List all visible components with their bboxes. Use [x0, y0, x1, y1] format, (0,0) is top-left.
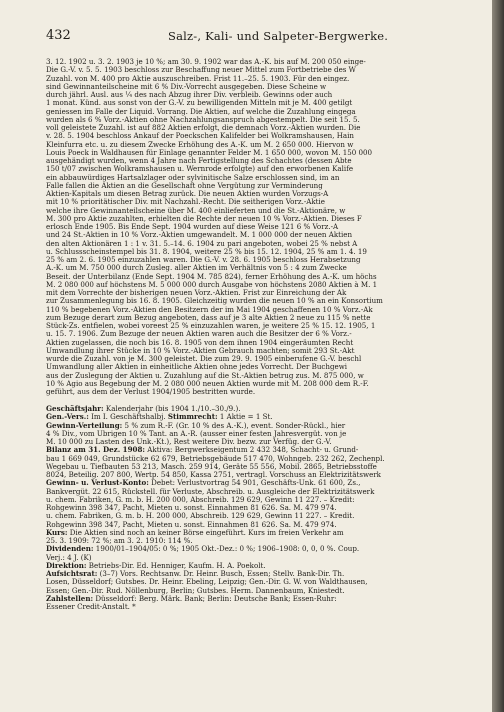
entry-label: Stimmrecht:	[167, 413, 218, 422]
text-line: Zuzahl. von M. 400 pro Aktie auszuschreiben. Frist 11.–25. 5. 1903. Für den eingez.	[46, 74, 350, 83]
entry-label: Dividenden:	[46, 545, 94, 554]
text-line: wurde die Zuzahl. von je M. 300 geleistet. Die zum 29. 9. 1905 einberufene G.-V. beschl	[46, 355, 362, 363]
entry-line	[46, 455, 484, 463]
text-line: Umwandlung aller Aktien in einheitliche Aktien ohne jedes Vorrecht. Der Buchgewi	[46, 363, 348, 372]
text-line: welche ihre Gewinnanteilscheine über M. 400 einlieferten und die St.-Aktionäre, w	[46, 206, 346, 215]
entry-text: Essen; Gen.-Dir. Rud. Nöllenburg, Berlin; Gutsbes. Herm. Dannenbaum, Kniestedt.	[46, 586, 345, 595]
entry-text: Betriebs-Dir. Ed. Henniger, Kaufm. H. A. Poekolt.	[86, 561, 266, 570]
entry-text: Essener Credit-Anstalt. *	[46, 603, 136, 611]
entry-line	[46, 587, 484, 595]
text-line: 10 % Agio aus Begebung der M. 2 080 000 neuen Aktien wurde mit M. 208 000 dem R.-F.	[46, 379, 369, 388]
entry-text: u. chem. Fabriken, G. m. b. H. 200 000, Abschreib. 129 629, Gewinn 11 227. – Kredit:	[46, 495, 355, 504]
text-line: aus der Zuslegung der Aktien u. Zuzahlung auf die St.-Aktien betrug zus. M. 875 000, w	[46, 371, 364, 380]
text-line: Stück-Zs. entfielen, wobei voreest 25 % einzuzahlen waren, je weitere 25 % 15. 12. 1905, 1	[46, 322, 376, 330]
body-text	[46, 58, 484, 396]
entry-text: 8024, Beteilig. 207 800, Wertp. 54 850, Kassa 2751, vertragl. Vorschuss an Elektrizitätswerk	[46, 471, 381, 479]
entry-line	[46, 446, 484, 454]
entry-line	[46, 504, 484, 512]
entry-text: 25. 3. 1909: 72 %; am 3. 2. 1910: 114 %.	[46, 537, 193, 545]
entry-line	[46, 521, 484, 529]
text-line: den alten Aktionären 1 : 1 v. 31. 5.–14. 6. 1904 zu pari angeboten, wobei 25 % nebst A	[46, 239, 358, 248]
entry-label: Aufsichtsrat:	[46, 570, 98, 578]
entry-line	[46, 512, 484, 520]
text-line: zum Bezuge derart zum Bezug angeboten, dass auf je 3 alte Aktien 2 neue zu 115 % nette	[46, 313, 371, 322]
entry-line	[46, 529, 484, 537]
entry-line	[46, 405, 484, 413]
text-line: Beseit. der Unterbilanz (Ende Sept. 1904 M. 785 824), ferner Erhöhung des A.-K. um höchs	[46, 272, 377, 281]
text-line: mit 10 % prioritätischer Div. mit Nachzahl.-Recht. Die seitherigen Vorz.-Aktie	[46, 198, 325, 207]
text-line: u. Schlussscheinstempel bis 31. 8. 1904, weitere 25 % bis 15. 12. 1904, 25 % am 1. 4. 19	[46, 247, 367, 256]
entry-text: Im I. Geschäftshalbj.	[88, 413, 168, 422]
entry-line	[46, 537, 484, 545]
entry-line	[46, 479, 484, 487]
entry-line	[46, 463, 484, 471]
text-line: ausgehändigt wurden, wenn 4 Jahre nach Fertigstellung des Schachtes (dessen Abte	[46, 157, 352, 165]
text-line: A.-K. um M. 750 000 durch Zusleg. aller Aktien im Verhältnis von 5 : 4 zum Zwecke	[46, 264, 347, 273]
entry-line	[46, 545, 484, 553]
entry-text: Rohgewinn 398 347, Pacht, Mieten u. sonst. Einnahmen 81 626. Sa. M. 479 974.	[46, 504, 337, 512]
text-line: Umwandlung ihrer Stücke in 10 % Vorz.-Aktien Gebrauch machten; somit 293 St.-Akt	[46, 346, 355, 355]
page-header	[46, 28, 486, 44]
entry-line	[46, 430, 484, 438]
entry-line	[46, 496, 484, 504]
entry-label: Kurs:	[46, 528, 68, 537]
text-line: M. 2 080 000 auf höchstens M. 5 000 000 durch Ausgabe von höchstens 2080 Aktien à M. 1	[46, 280, 378, 289]
entry-text: 1 Aktie = 1 St.	[217, 413, 273, 422]
text-line: u. 15. 7. 1906. Zum Bezuge der neuen Aktien waren auch die Besitzer der 6 % Vorz.-	[46, 330, 352, 339]
text-line: geniessen im Falle der Liquid. Vorrang. Die Aktien, auf welche die Zuzahlung eingega	[46, 107, 356, 116]
entry-text: Düsseldorf: Berg. Märk. Bank; Berlin: Deutsche Bank; Essen-Ruhr:	[93, 594, 337, 603]
text-line: ein abbauwürdiges Hartsalzlager oder sylvinitische Salze erschlossen sind, im an	[46, 173, 340, 182]
entry-label: Direktion:	[46, 561, 87, 570]
text-line: sind Gewinnanteilscheine mit 6 % Div.-Vorrecht ausgegeben. Diese Scheine w	[46, 82, 327, 91]
entry-line	[46, 471, 484, 479]
entry-line	[46, 554, 484, 562]
running-title: Salz-, Kali- und Salpeter-Bergwerke.	[168, 29, 389, 43]
entry-text: Losen, Düsseldorf; Gutsbes. Dr. Heinr. Ebeling, Leipzig; Gen.-Dir. G. W. von Waldthausen,	[46, 578, 368, 587]
entry-text: u. chem. Fabriken, G. m. b. H. 200 000, Abschreib. 129 629, Gewinn 11 227. – Kredit.	[46, 512, 355, 521]
text-line: Falle fallen die Aktien an die Gesellschaft ohne Vergütung zur Verminderung	[46, 181, 323, 190]
entry-text: M. 10 000 zu Lasten des Unk.-Kt.), Rest weitere Div. bezw. zur Verfüg. der G.-V.	[46, 438, 332, 446]
entry-text: bau 1 669 049, Grundstücke 62 679, Betriebsgebäude 517 470, Wohngeb. 232 262, Zechenpl.	[46, 454, 385, 463]
text-line: durch jährl. Ausl. aus ¼ des nach Abzug ihrer Div. verbleib. Gewinns oder auch	[46, 91, 333, 99]
entry-text: Debet: Verlustvortrag 54 901, Geschäfts-Unk. 61 600, Zs.,	[148, 479, 361, 488]
entry-label: Gen.-Vers.:	[46, 413, 89, 422]
entry-label: Bilanz am 31. Dez. 1908:	[46, 446, 146, 455]
page-number: 432	[46, 28, 71, 43]
entry-text: Aktiva: Bergwerkseigentum 2 432 348, Schacht- u. Grund-	[145, 446, 359, 455]
text-line: zur Zusammenlegung bis 16. 8. 1905. Gleichzeitig wurden die neuen 10 % an ein Konsortium	[46, 297, 383, 306]
entry-line	[46, 595, 484, 603]
text-line: Louis Poeck in Waldhausen für Einlage genannter Felder M. 1 650 000, wovon M. 150 000	[46, 148, 373, 157]
entry-label: Gewinn- u. Verlust-Konto:	[46, 479, 149, 488]
text-line: 110 % begebenen Vorz.-Aktien den Besitzern der im Mai 1904 geschaffenen 10 % Vorz.-Ak	[46, 305, 373, 314]
company-entries	[46, 405, 484, 611]
text-line: Aktien-Kapitals um diesen Betrag zurück. Die neuen Aktien wurden Vorzugs-A	[46, 190, 329, 198]
text-line: Kleinfurra etc. u. zu diesem Zwecke Erhöhung des A.-K. um M. 2 650 000. Hiervon w	[46, 140, 354, 149]
text-line: v. 28. 5. 1904 beschloss Ankauf der Poeckschen Kalifelder bei Wolkramshausen, Hain	[46, 132, 354, 141]
text-line: wurden als 6 % Vorz.-Aktien ohne Nachzahlungsanspruch abgestempelt. Die seit 15. 5.	[46, 115, 360, 124]
text-line: 3. 12. 1902 u. 3. 2. 1903 je 10 %; am 30. 9. 1902 war das A.-K. bis auf M. 200 050 einge-	[46, 58, 366, 66]
text-line: Die G.-V. v. 5. 5. 1903 beschloss zur Beschaffung neuer Mittel zum Fortbetriebe des W	[46, 66, 356, 75]
text-line: 25 % am 2. 6. 1905 einzuzahlen waren. Die G.-V. v. 28. 6. 1905 beschloss Herabsetzung	[46, 256, 361, 264]
text-line: und 24 St.-Aktien in 10 % Vorz.-Aktien umgewandelt. M. 1 000 000 der neuen Aktien	[46, 231, 353, 240]
entry-text: Wegebau u. Tiefbauten 53 213, Masch. 259 914, Geräte 55 556, Mobil. 2865, Betriebsstoffe	[46, 462, 377, 471]
entry-label: Gewinn-Verteilung:	[46, 421, 123, 430]
entry-text: Bankvergüt. 22 615, Rückstell. für Verluste, Abschreib. u. Ausgleiche der Elektrizitätswerk	[46, 487, 375, 496]
text-line: 1 monat. Künd. aus sonst von der G.-V. zu bewilligenden Mitteln mit je M. 400 getilgt	[46, 99, 353, 108]
entry-text: Verj.: 4 J. (K)	[46, 553, 92, 562]
entry-text: Kalenderjahr (bis 1904 1./10.–30./9.).	[103, 405, 241, 413]
entry-line	[46, 603, 484, 611]
entry-line	[46, 422, 484, 430]
entry-label: Geschäftsjahr:	[46, 405, 104, 413]
text-line: mit dem Vorrechte der bisherigen neuen Vorz.-Aktien. Frist zur Einreichung der Ak	[46, 289, 347, 297]
text-line: M. 300 pro Aktie zuzahlten, erhielten die Rechte der neuen 10 % Vorz.-Aktien. Dieses F	[46, 214, 362, 223]
entry-line	[46, 570, 484, 578]
entry-text: 1900/01–1904/05: 0 %; 1905 Okt.-Dez.: 0 %; 1906–1908: 0, 0, 0 %. Coup.	[93, 545, 360, 554]
entry-line	[46, 413, 484, 421]
entry-text: 4 % Div., vom Übrigen 10 % Tant. an A.-R. (ausser einer festen Jahresvergüt. von je	[46, 429, 347, 438]
entry-label: Zahlstellen:	[46, 594, 94, 603]
text-line: 150 t/07 zwischen Wolkramshausen u. Wernrode erfolgte) auf den erworbenen Kalife	[46, 165, 354, 174]
entry-text: Die Aktien sind noch an keiner Börse eingeführt. Kurs im freien Verkehr am	[67, 528, 344, 537]
entry-line	[46, 578, 484, 586]
text-line: erlosch Ende 1905. Bis Ende Sept. 1904 wurden auf diese Weise 121 6 % Vorz.-A	[46, 223, 339, 231]
text-line: geführt, aus dem der Verlust 1904/1905 bestritten wurde.	[46, 388, 256, 396]
entry-line	[46, 562, 484, 570]
entry-text: (3–7) Vors. Rechtsanw. Dr. Heinr. Busch, Essen; Stellv. Bank-Dir. Th.	[97, 570, 345, 578]
text-line: voll geleistete Zuzahl. ist auf 882 Aktien erfolgt, die demnach Vorz.-Aktien wurden. Die	[46, 124, 361, 132]
entry-line	[46, 488, 484, 496]
text-line: Aktien zugelassen, die noch bis 16. 8. 1905 von dem ihnen 1904 eingeräumten Recht	[46, 338, 354, 347]
page-edge-shadow	[492, 0, 504, 712]
entry-line	[46, 438, 484, 446]
entry-text: 5 % zum R.-F. (Gr. 10 % des A.-K.), event. Sonder-Rückl., hier	[122, 421, 346, 430]
entry-text: Rohgewinn 398 347, Pacht, Mieten u. sonst. Einnahmen 81 626. Sa. M. 479 974.	[46, 520, 337, 529]
